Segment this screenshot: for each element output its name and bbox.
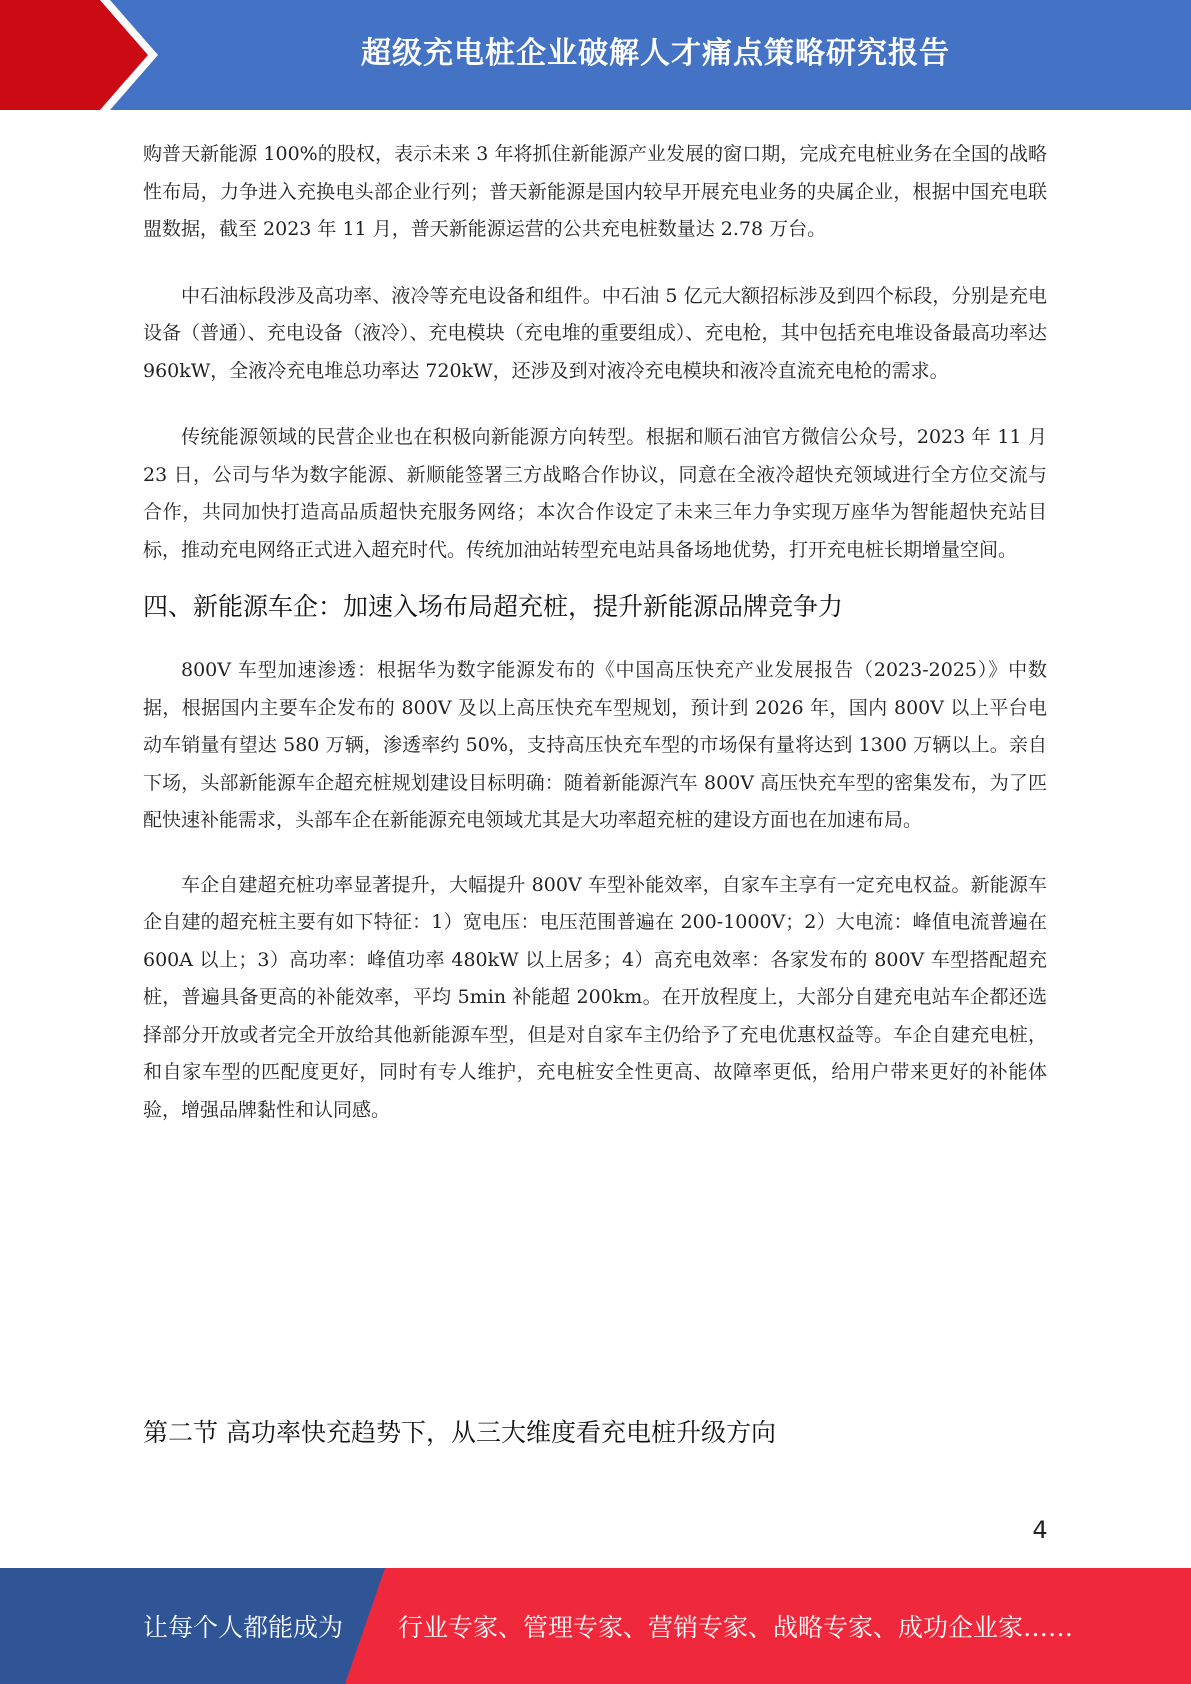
header-title: 超级充电桩企业破解人才痛点策略研究报告 xyxy=(361,36,950,71)
paragraph-putian: 购普天新能源 100%的股权，表示未来 3 年将抓住新能源产业发展的窗口期，完成充电桩业务在全国的战略性布局，力争进入充换电头部企业行列；普天新能源是国内较早开展充电业务的央属企业，根据中国充电联盟数据，截至 2023 年 11 月，普天新能源运营的公共充电桩数量达 2.78 万台。 xyxy=(143,143,1047,240)
document-body xyxy=(143,136,1047,1129)
paragraph-private-energy: 传统能源领域的民营企业也在积极向新能源方向转型。根据和顺石油官方微信公众号，2023 年 11 月 23 日，公司与华为数字能源、新顺能签署三方战略合作协议，同意在全液冷超快充领域进行全方位交流与合作，共同加快打造高品质超快充服务网络；本次合作设定了未来三年力争实现万座华为智能超快充站目标，推动充电网络正式进入超充时代。传统加油站转型充电站具备场地优势，打开充电桩长期增量空间。 xyxy=(143,426,1047,561)
footer-slogan-right: 行业专家、管理专家、营销专家、战略专家、成功企业家…… xyxy=(398,1613,1074,1642)
footer-slogan-left: 让每个人都能成为 xyxy=(143,1613,344,1642)
page-footer xyxy=(0,1568,1191,1684)
paragraph-automaker-supercharger: 车企自建超充桩功率显著提升，大幅提升 800V 车型补能效率，自家车主享有一定充电权益。新能源车企自建的超充桩主要有如下特征：1）宽电压：电压范围普遍在 200-1000V；2）大电流：峰值电流普遍在 600A 以上；3）高功率：峰值功率 480kW 以上居多；4）高充电效率：各家发布的 800V 车型搭配超充桩，普遍具备更高的补能效率，平均 5min 补能超 200km。在开放程度上，大部分自建充电站车企都还选择部分开放或者完全开放给其他新能源车型，但是对自家车主仍给予了充电优惠权益等。车企自建充电桩，和自家车型的匹配度更好，同时有专人维护，充电桩安全性更高、故障率更低，给用户带来更好的补能体验，增强品牌黏性和认同感。 xyxy=(143,873,1047,1121)
paragraph-cnpc: 中石油标段涉及高功率、液冷等充电设备和组件。中石油 5 亿元大额招标涉及到四个标段，分别是充电设备（普通）、充电设备（液冷）、充电模块（充电堆的重要组成）、充电枪，其中包括充电堆设备最高功率达 960kW，全液冷充电堆总功率达 720kW，还涉及到对液冷充电模块和液冷直流充电枪的需求。 xyxy=(143,284,1047,382)
page-number: 4 xyxy=(1032,1516,1048,1544)
paragraph-800v-penetration: 800V 车型加速渗透：根据华为数字能源发布的《中国高压快充产业发展报告（2023-2025）》中数据，根据国内主要车企发布的 800V 及以上高压快充车型规划，预计到 2026 年，国内 800V 以上平台电动车销量有望达 580 万辆，渗透率约 50%，支持高压快充车型的市场保有量将达到 1300 万辆以上。亲自下场，头部新能源车企超充桩规划建设目标明确：随着新能源汽车 800V 高压快充车型的密集发布，为了匹配快速补能需求，头部车企在新能源充电领域尤其是大功率超充桩的建设方面也在加速布局。 xyxy=(143,659,1047,831)
section-two-heading: 第二节 高功率快充趋势下，从三大维度看充电桩升级方向 xyxy=(143,1418,776,1447)
heading-new-energy-automakers: 四、新能源车企：加速入场布局超充桩，提升新能源品牌竞争力 xyxy=(143,592,844,621)
page-header xyxy=(0,0,1191,110)
